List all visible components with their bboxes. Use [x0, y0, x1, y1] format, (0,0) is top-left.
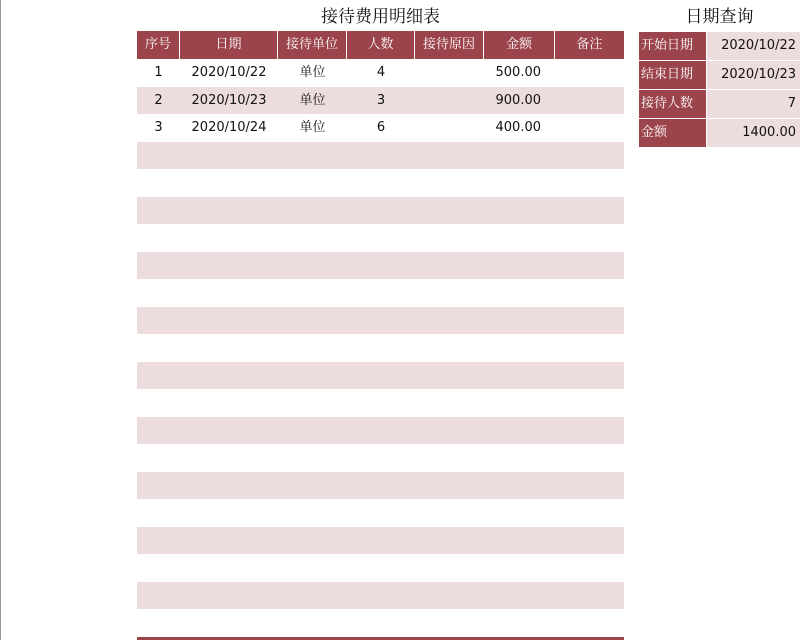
- empty-cell[interactable]: [415, 444, 484, 472]
- empty-cell[interactable]: [555, 169, 624, 197]
- empty-cell[interactable]: [555, 307, 624, 335]
- empty-cell[interactable]: [415, 527, 484, 555]
- cell-people[interactable]: 3: [376, 92, 386, 108]
- empty-cell[interactable]: [137, 279, 180, 307]
- empty-cell[interactable]: [347, 389, 415, 417]
- empty-cell[interactable]: [180, 417, 278, 445]
- empty-cell[interactable]: [278, 472, 347, 500]
- column-header-people[interactable]: 人数: [347, 31, 415, 59]
- empty-cell[interactable]: [137, 362, 180, 390]
- empty-cell[interactable]: [278, 307, 347, 335]
- table-row[interactable]: [137, 417, 624, 445]
- cell-amount[interactable]: 900.00: [495, 92, 541, 108]
- cell-unit[interactable]: 单位: [299, 92, 326, 108]
- table-row[interactable]: [137, 279, 624, 307]
- empty-cell[interactable]: [415, 169, 484, 197]
- start-date-label: 开始日期: [639, 32, 707, 60]
- empty-cell[interactable]: [347, 582, 415, 610]
- empty-cell[interactable]: [278, 527, 347, 555]
- empty-cell[interactable]: [278, 279, 347, 307]
- empty-cell[interactable]: [484, 389, 555, 417]
- cell-reason[interactable]: [415, 87, 484, 115]
- empty-cell[interactable]: [180, 527, 278, 555]
- empty-cell[interactable]: [180, 252, 278, 280]
- amount-value[interactable]: 1400.00: [707, 119, 800, 147]
- empty-cell[interactable]: [347, 499, 415, 527]
- empty-cell[interactable]: [347, 169, 415, 197]
- empty-cell[interactable]: [278, 389, 347, 417]
- cell-amount[interactable]: 500.00: [495, 65, 541, 80]
- empty-cell[interactable]: [278, 197, 347, 225]
- empty-cell[interactable]: [137, 307, 180, 335]
- empty-cell[interactable]: [415, 582, 484, 610]
- column-header-reason[interactable]: 接待原因: [415, 31, 484, 59]
- empty-cell[interactable]: [180, 142, 278, 170]
- cell-reason[interactable]: [415, 59, 484, 87]
- empty-cell[interactable]: [347, 554, 415, 582]
- empty-cell[interactable]: [415, 252, 484, 280]
- empty-cell[interactable]: [415, 417, 484, 445]
- empty-cell[interactable]: [137, 197, 180, 225]
- empty-cell[interactable]: [555, 334, 624, 362]
- empty-cell[interactable]: [555, 279, 624, 307]
- cell-note[interactable]: [555, 87, 624, 115]
- table-row[interactable]: [137, 389, 624, 417]
- empty-cell[interactable]: [137, 417, 180, 445]
- empty-cell[interactable]: [278, 609, 347, 637]
- empty-cell[interactable]: [180, 389, 278, 417]
- empty-cell[interactable]: [347, 609, 415, 637]
- empty-cell[interactable]: [347, 252, 415, 280]
- amount-label: 金额: [639, 119, 707, 147]
- empty-cell[interactable]: [137, 582, 180, 610]
- cell-people[interactable]: 4: [376, 65, 386, 80]
- table-row[interactable]: [137, 197, 624, 225]
- empty-cell[interactable]: [347, 527, 415, 555]
- empty-cell[interactable]: [484, 169, 555, 197]
- empty-cell[interactable]: [484, 252, 555, 280]
- end-date-label: 结束日期: [639, 61, 707, 89]
- column-header-date[interactable]: 日期: [180, 31, 278, 59]
- table-row[interactable]: [137, 527, 624, 555]
- empty-cell[interactable]: [347, 417, 415, 445]
- table-row[interactable]: [137, 554, 624, 582]
- table-row[interactable]: [137, 362, 624, 390]
- table-header-row: [137, 31, 624, 59]
- empty-cell[interactable]: [278, 582, 347, 610]
- empty-cell[interactable]: [278, 417, 347, 445]
- empty-cell[interactable]: [555, 142, 624, 170]
- people-count-label: 接待人数: [639, 90, 707, 118]
- end-date-value[interactable]: 2020/10/23: [707, 61, 800, 89]
- empty-cell[interactable]: [278, 169, 347, 197]
- empty-cell[interactable]: [347, 334, 415, 362]
- empty-cell[interactable]: [484, 279, 555, 307]
- table-row[interactable]: [137, 169, 624, 197]
- empty-cell[interactable]: [180, 499, 278, 527]
- empty-cell[interactable]: [415, 224, 484, 252]
- empty-cell[interactable]: [180, 279, 278, 307]
- column-header-amount[interactable]: 金额: [484, 31, 555, 59]
- table-row[interactable]: [137, 307, 624, 335]
- detail-table-title: 接待费用明细表: [321, 7, 440, 27]
- cell-note[interactable]: [555, 114, 624, 142]
- empty-cell[interactable]: [415, 142, 484, 170]
- empty-cell[interactable]: [137, 334, 180, 362]
- table-row[interactable]: [137, 582, 624, 610]
- empty-cell[interactable]: [555, 197, 624, 225]
- empty-cell[interactable]: [555, 499, 624, 527]
- empty-cell[interactable]: [137, 527, 180, 555]
- empty-cell[interactable]: [484, 224, 555, 252]
- empty-cell[interactable]: [555, 554, 624, 582]
- empty-cell[interactable]: [484, 362, 555, 390]
- empty-cell[interactable]: [137, 224, 180, 252]
- cell-index[interactable]: 2: [154, 92, 163, 108]
- column-header-unit[interactable]: 接待单位: [278, 31, 347, 59]
- empty-cell[interactable]: [137, 499, 180, 527]
- empty-cell[interactable]: [180, 554, 278, 582]
- empty-cell[interactable]: [555, 224, 624, 252]
- empty-cell[interactable]: [278, 444, 347, 472]
- empty-cell[interactable]: [278, 334, 347, 362]
- date-query-panel: [639, 31, 800, 148]
- empty-cell[interactable]: [484, 197, 555, 225]
- empty-cell[interactable]: [484, 307, 555, 335]
- empty-cell[interactable]: [484, 499, 555, 527]
- empty-cell[interactable]: [347, 444, 415, 472]
- cell-note[interactable]: [555, 59, 624, 87]
- table-row[interactable]: [137, 114, 624, 142]
- table-row[interactable]: [137, 609, 624, 637]
- empty-cell[interactable]: [555, 472, 624, 500]
- empty-cell[interactable]: [137, 142, 180, 170]
- empty-cell[interactable]: [180, 169, 278, 197]
- table-row[interactable]: [137, 334, 624, 362]
- empty-cell[interactable]: [137, 169, 180, 197]
- table-row[interactable]: [137, 224, 624, 252]
- empty-cell[interactable]: [484, 444, 555, 472]
- table-row[interactable]: [137, 499, 624, 527]
- empty-cell[interactable]: [347, 197, 415, 225]
- empty-cell[interactable]: [180, 472, 278, 500]
- cell-index[interactable]: 1: [154, 65, 163, 80]
- empty-cell[interactable]: [415, 554, 484, 582]
- empty-cell[interactable]: [555, 362, 624, 390]
- empty-cell[interactable]: [415, 334, 484, 362]
- empty-cell[interactable]: [180, 609, 278, 637]
- empty-cell[interactable]: [484, 582, 555, 610]
- empty-cell[interactable]: [415, 499, 484, 527]
- empty-cell[interactable]: [347, 224, 415, 252]
- empty-cell[interactable]: [484, 554, 555, 582]
- empty-cell[interactable]: [347, 362, 415, 390]
- empty-cell[interactable]: [555, 444, 624, 472]
- empty-cell[interactable]: [484, 527, 555, 555]
- cell-index[interactable]: 3: [154, 120, 163, 135]
- query-row-count: [639, 90, 800, 119]
- people-count-value[interactable]: 7: [707, 90, 800, 118]
- cell-reason[interactable]: [415, 114, 484, 142]
- empty-cell[interactable]: [484, 334, 555, 362]
- empty-cell[interactable]: [555, 527, 624, 555]
- empty-cell[interactable]: [484, 472, 555, 500]
- empty-cell[interactable]: [278, 252, 347, 280]
- empty-cell[interactable]: [347, 472, 415, 500]
- table-row[interactable]: [137, 142, 624, 170]
- empty-cell[interactable]: [278, 142, 347, 170]
- table-row[interactable]: [137, 472, 624, 500]
- empty-cell[interactable]: [137, 444, 180, 472]
- cell-date[interactable]: 2020/10/22: [191, 65, 267, 80]
- empty-cell[interactable]: [137, 389, 180, 417]
- cell-date[interactable]: 2020/10/24: [191, 120, 267, 135]
- column-header-note[interactable]: 备注: [576, 37, 603, 52]
- table-row[interactable]: [137, 87, 624, 115]
- query-row-start: [639, 32, 800, 61]
- cell-amount[interactable]: 400.00: [495, 120, 541, 135]
- column-header-index[interactable]: 序号: [137, 31, 180, 59]
- empty-cell[interactable]: [278, 499, 347, 527]
- empty-cell[interactable]: [415, 307, 484, 335]
- empty-cell[interactable]: [180, 224, 278, 252]
- query-row-end: [639, 61, 800, 90]
- query-row-amount: [639, 119, 800, 148]
- table-row[interactable]: [137, 252, 624, 280]
- empty-cell[interactable]: [180, 334, 278, 362]
- empty-cell[interactable]: [278, 554, 347, 582]
- table-row[interactable]: [137, 444, 624, 472]
- empty-cell[interactable]: [555, 417, 624, 445]
- window-left-border: [0, 0, 1, 640]
- cell-unit[interactable]: 单位: [299, 120, 326, 135]
- empty-cell[interactable]: [278, 224, 347, 252]
- cell-unit[interactable]: 单位: [299, 65, 326, 80]
- empty-cell[interactable]: [555, 609, 624, 637]
- empty-cell[interactable]: [137, 252, 180, 280]
- empty-cell[interactable]: [137, 609, 180, 637]
- start-date-value[interactable]: 2020/10/22: [707, 32, 800, 60]
- date-query-title: 日期查询: [685, 7, 754, 27]
- empty-cell[interactable]: [415, 609, 484, 637]
- empty-cell[interactable]: [180, 582, 278, 610]
- empty-cell[interactable]: [555, 252, 624, 280]
- empty-cell[interactable]: [180, 307, 278, 335]
- empty-cell[interactable]: [278, 362, 347, 390]
- empty-cell[interactable]: [137, 472, 180, 500]
- empty-cell[interactable]: [415, 472, 484, 500]
- empty-cell[interactable]: [415, 197, 484, 225]
- empty-cell[interactable]: [180, 362, 278, 390]
- empty-cell[interactable]: [484, 142, 555, 170]
- empty-cell[interactable]: [415, 389, 484, 417]
- empty-rows: [137, 142, 624, 637]
- expense-detail-table: [137, 31, 624, 640]
- empty-cell[interactable]: [555, 582, 624, 610]
- empty-cell[interactable]: [180, 444, 278, 472]
- empty-cell[interactable]: [180, 197, 278, 225]
- empty-cell[interactable]: [415, 279, 484, 307]
- empty-cell[interactable]: [484, 609, 555, 637]
- cell-date[interactable]: 2020/10/23: [191, 92, 267, 108]
- empty-cell[interactable]: [347, 142, 415, 170]
- empty-cell[interactable]: [137, 554, 180, 582]
- empty-cell[interactable]: [415, 362, 484, 390]
- table-row[interactable]: [137, 59, 624, 87]
- empty-cell[interactable]: [347, 279, 415, 307]
- empty-cell[interactable]: [347, 307, 415, 335]
- cell-people[interactable]: 6: [376, 120, 386, 135]
- empty-cell[interactable]: [555, 389, 624, 417]
- empty-cell[interactable]: [484, 417, 555, 445]
